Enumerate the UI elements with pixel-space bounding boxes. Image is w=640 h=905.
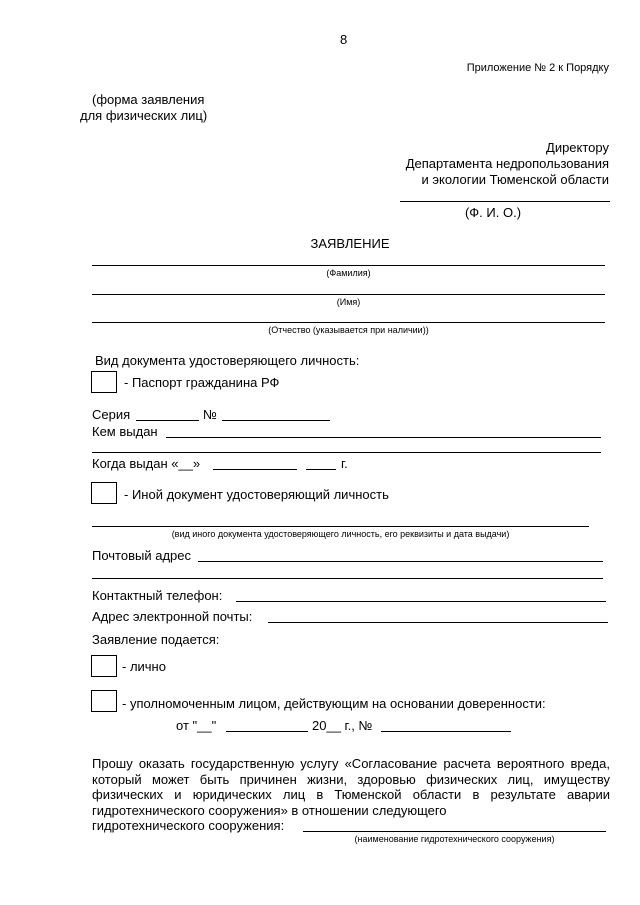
doc-section-heading: Вид документа удостоверяющего личность: [95,353,360,368]
postal-address-field[interactable] [198,561,603,562]
proxy-year-label: 20__ г., № [312,718,373,733]
submission-heading: Заявление подается: [92,632,220,647]
issued-month-field[interactable] [213,469,297,470]
other-doc-caption: (вид иного документа удостоверяющего личность, его реквизиты и дата выдачи) [171,529,510,539]
other-doc-checkbox[interactable] [91,482,117,504]
number-label: № [203,407,217,422]
facility-field[interactable] [303,831,606,832]
form-note-line-1: (форма заявления [92,92,205,107]
issued-by-field[interactable] [166,437,601,438]
surname-field[interactable] [92,265,605,266]
series-label: Серия [92,407,131,422]
phone-label: Контактный телефон: [92,588,223,603]
postal-address-field-2[interactable] [92,578,603,579]
appendix-note: Приложение № 2 к Порядку [466,62,609,74]
postal-address-label: Почтовый адрес [92,548,191,563]
name-caption: (Имя) [336,297,361,307]
other-doc-option-label: - Иной документ удостоверяющий личность [124,487,389,502]
patronymic-caption: (Отчество (указывается при наличии)) [268,325,429,335]
email-field[interactable] [268,622,608,623]
other-doc-field[interactable] [92,526,589,527]
series-field[interactable] [136,420,199,421]
proxy-date-field[interactable] [226,731,308,732]
issued-when-label: Когда выдан «__» [92,456,201,471]
fio-caption: (Ф. И. О.) [464,205,522,220]
document-title: ЗАЯВЛЕНИЕ [310,236,390,251]
issued-year-field[interactable] [306,469,336,470]
in-person-label: - лично [122,659,166,674]
passport-checkbox[interactable] [91,371,117,393]
fio-field[interactable] [400,201,610,202]
by-proxy-checkbox[interactable] [91,690,117,712]
issued-by-field-2[interactable] [92,452,601,453]
email-label: Адрес электронной почты: [92,609,253,624]
addressee-line-3: и экологии Тюменской области [421,172,609,187]
request-last-line: гидротехнического сооружения: [92,818,285,833]
by-proxy-label: - уполномоченным лицом, действующим на основании доверенности: [122,696,546,711]
passport-option-label: - Паспорт гражданина РФ [124,375,280,390]
phone-field[interactable] [236,601,606,602]
page-number: 8 [340,32,348,47]
addressee-line-1: Директору [546,140,609,155]
proxy-from-label: от "__" [176,718,217,733]
issued-by-label: Кем выдан [92,424,158,439]
facility-caption: (наименование гидротехнического сооружения) [354,834,555,844]
form-note-line-2: для физических лиц) [80,108,208,123]
proxy-number-field[interactable] [381,731,511,732]
number-field[interactable] [222,420,330,421]
patronymic-field[interactable] [92,322,605,323]
year-suffix: г. [341,456,348,471]
surname-caption: (Фамилия) [326,268,371,278]
request-text: Прошу оказать государственную услугу «Согласование расчета вероятного вреда, который может быть причинен жизни, здоровью физических лиц, имуществу физических и юридических лиц в Тюменской области в результате аварии гидротехнического сооружения» в отношении следующего [92,756,610,818]
addressee-line-2: Департамента недропользования [405,156,609,171]
in-person-checkbox[interactable] [91,655,117,677]
name-field[interactable] [92,294,605,295]
